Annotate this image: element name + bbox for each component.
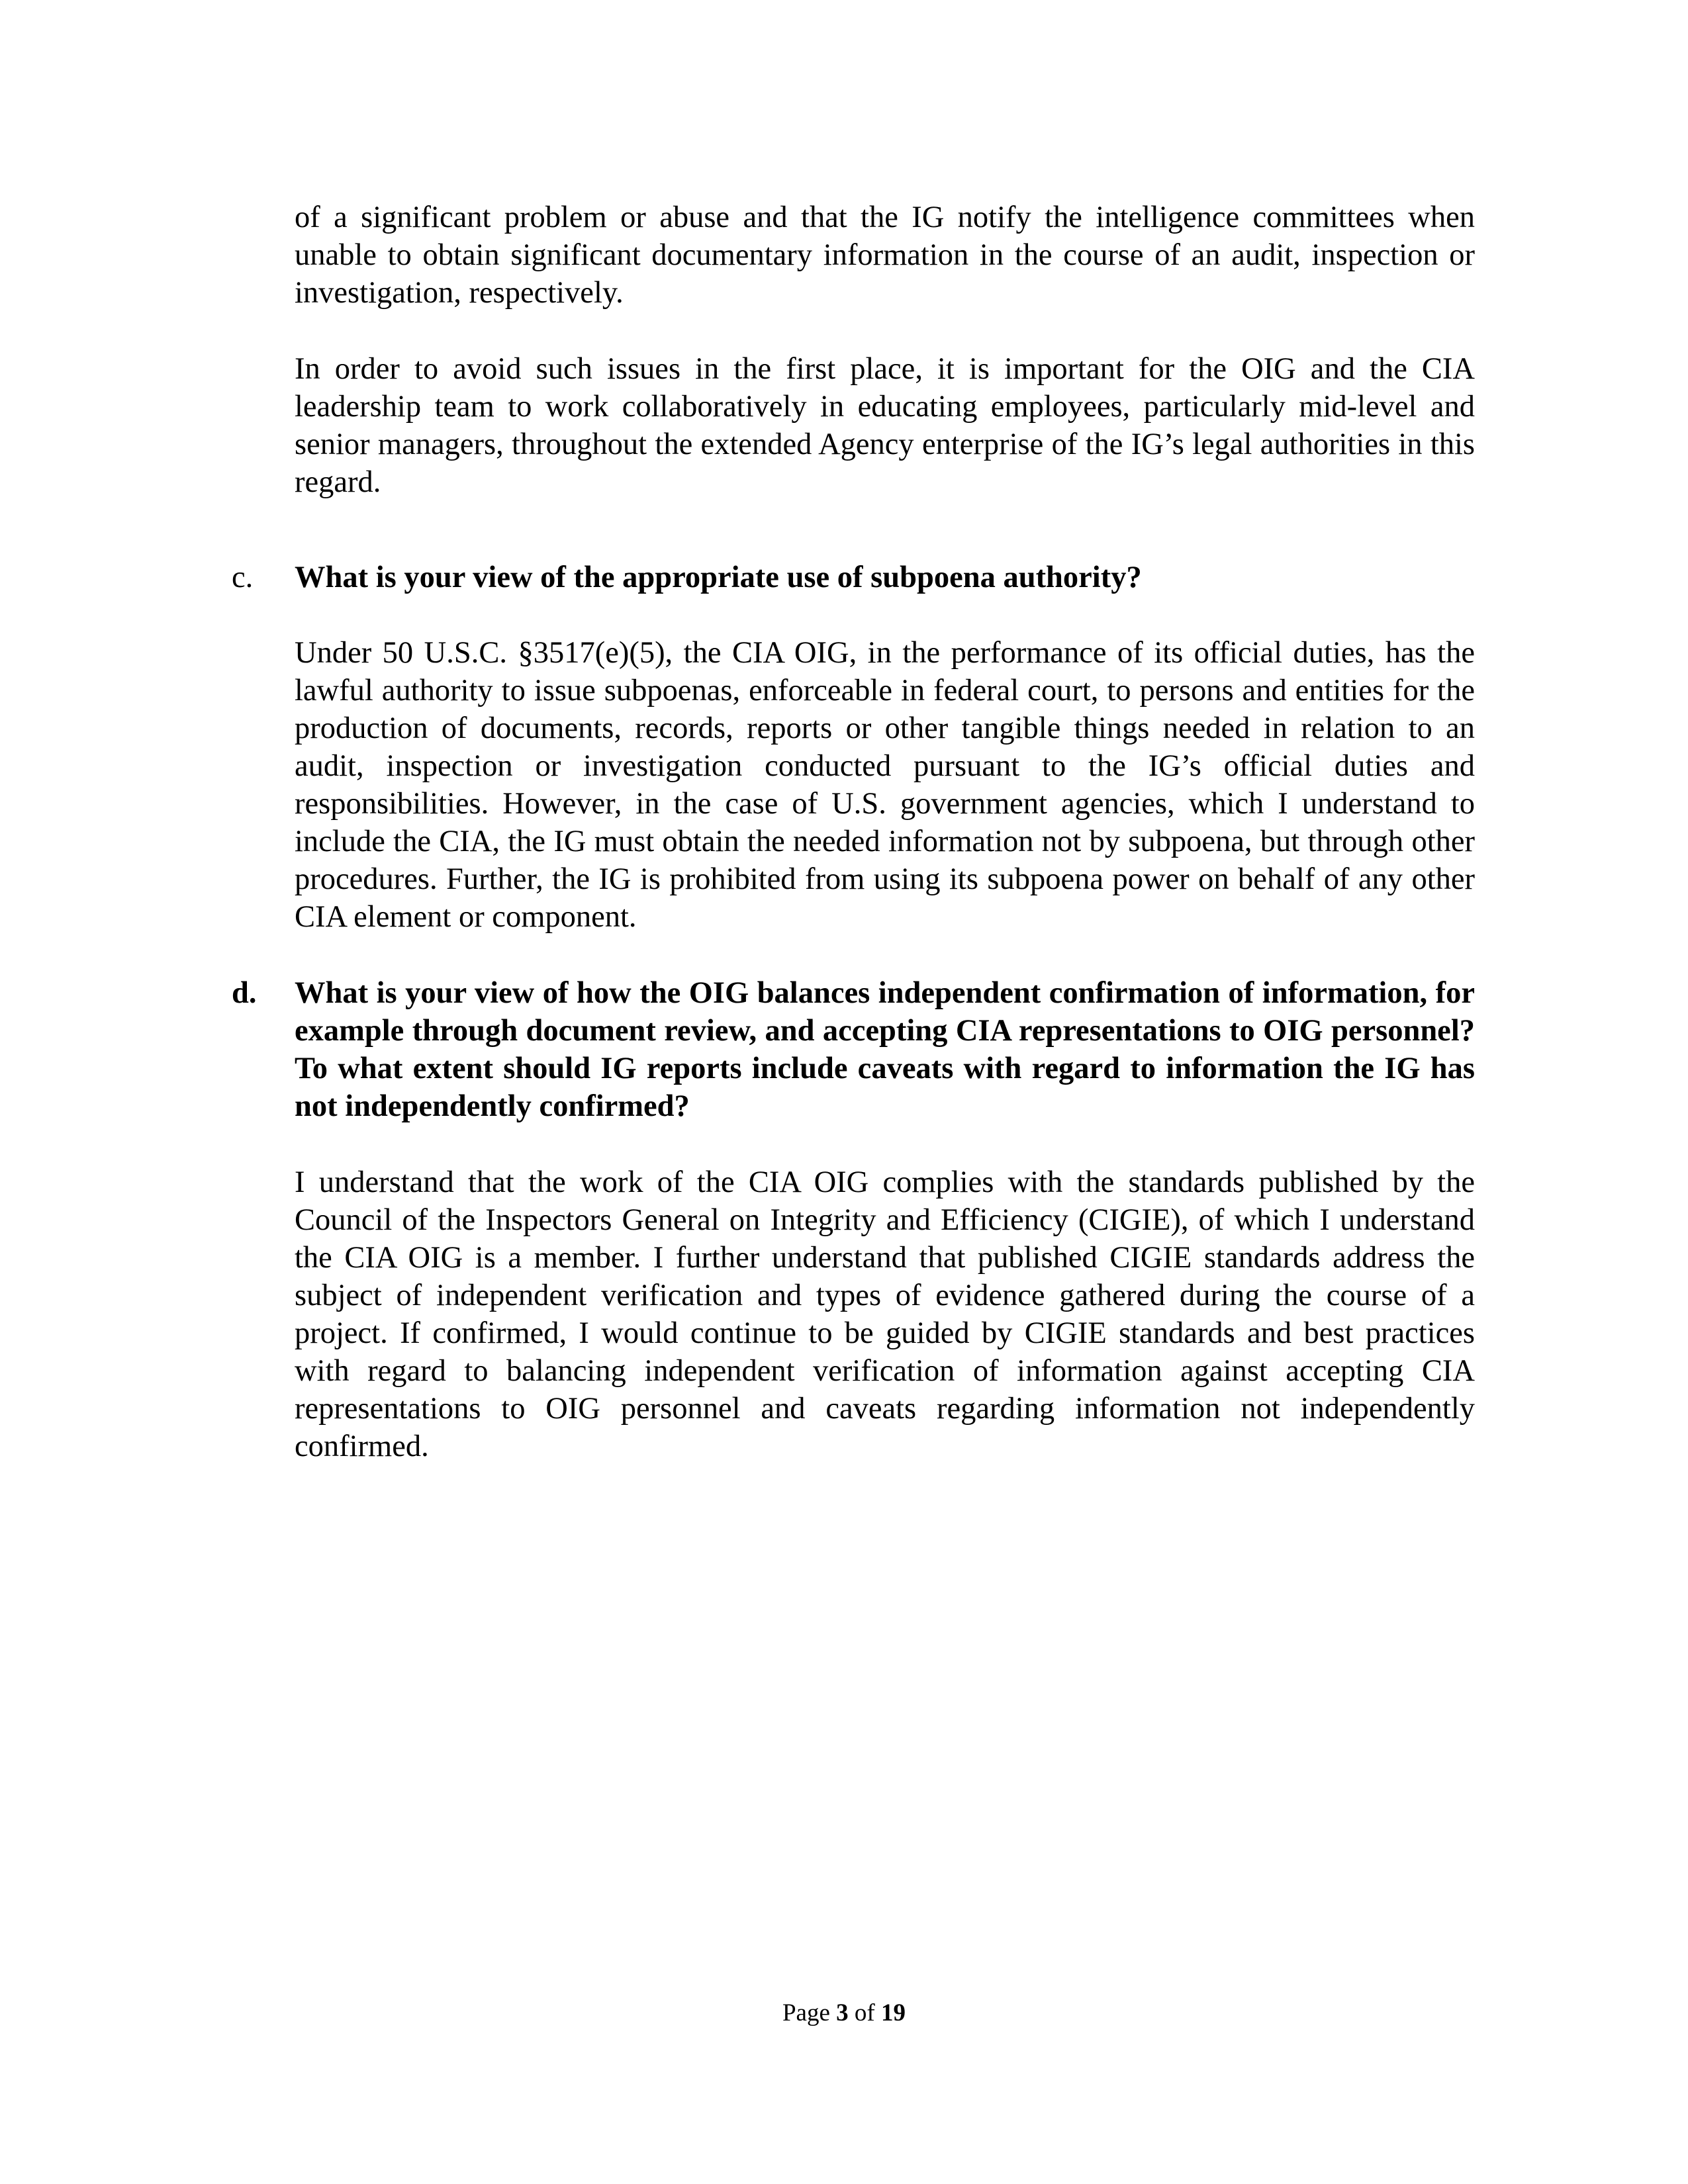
of-label: of [854, 1999, 875, 2026]
question-d-text: What is your view of how the OIG balances independent confirmation of information, for example through document review, and accepting CIA representations to OIG personnel? To what extent should IG reports include caveats with regard to information the IG has not independently confirmed? [295, 976, 1475, 1123]
question-c [232, 559, 1475, 596]
question-c-text: What is your view of the appropriate use of subpoena authority? [295, 561, 1142, 594]
question-d-marker: d. [232, 976, 257, 1010]
total-pages: 19 [881, 1999, 906, 2026]
answer-c: Under 50 U.S.C. §3517(e)(5), the CIA OIG, in the performance of its official duties, has the lawful authority to issue subpoenas, enforceable in federal court, to persons and entities for the production of documents, records, reports or other tangible things needed in relation to an audit, inspection or investigation conducted pursuant to the IG’s official duties and responsibilities. However, in the case of U.S. government agencies, which I understand to include the CIA, the IG must obtain the needed information not by subpoena, but through other procedures. Further, the IG is prohibited from using its subpoena power on behalf of any other CIA element or component. [295, 636, 1475, 934]
page-number: 3 [836, 1999, 849, 2026]
paragraph-continuation: of a significant problem or abuse and that the IG notify the intelligence committees when unable to obtain significant documentary information in the course of an audit, inspection or investigation, respectively. [295, 201, 1475, 310]
paragraph-collaboration: In order to avoid such issues in the first place, it is important for the OIG and the CIA leadership team to work collaboratively in educating employees, particularly mid-level and senior managers, throughout the extended Agency enterprise of the IG’s legal authorities in this regard. [295, 352, 1475, 499]
answer-d: I understand that the work of the CIA OIG complies with the standards published by the Council of the Inspectors General on Integrity and Efficiency (CIGIE), of which I understand the CIA OIG is a member. I further understand that published CIGIE standards address the subject of independent verification and types of evidence gathered during the course of a project. If confirmed, I would continue to be guided by CIGIE standards and best practices with regard to balancing independent verification of information against accepting CIA representations to OIG personnel and caveats regarding information not independently confirmed. [295, 1165, 1475, 1463]
question-d [232, 974, 1475, 1125]
question-c-marker: c. [232, 561, 254, 594]
page-label: Page [782, 1999, 830, 2026]
page-footer [0, 1999, 1688, 2028]
